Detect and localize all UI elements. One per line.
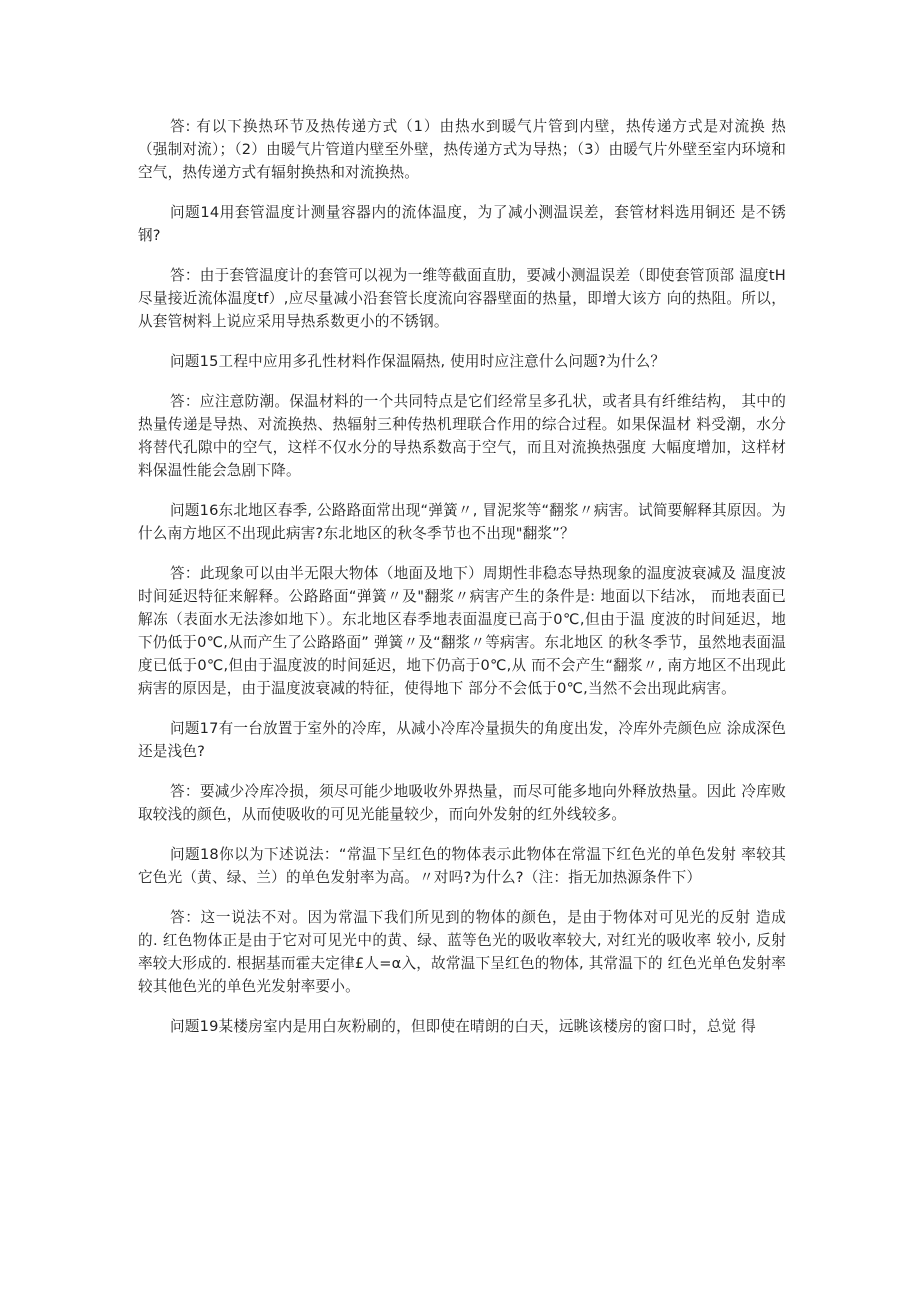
answer-paragraph-15: 答：应注意防潮。保温材料的一个共同特点是它们经常呈多孔状，或者具有纤维结构， 其中的热量传递是导热、对流换热、热辐射三种传热机理联合作用的综合过程。如果保温材 料受潮，水分将替代孔隙中的空气，这样不仅水分的导热系数高于空气，而且对流换热强度 大幅度增加，这样材料保温性能会急剧下降。 [138,393,786,479]
answer-paragraph-13: 答: 有以下换热环节及热传递方式（1）由热水到暖气片管到内壁，热传递方式是对流换 热（强制对流）；（2）由暖气片管道内壁至外壁，热传递方式为导热；（3）由暖气片外壁至室内环境和空气，热传递方式有辐射换热和对流换热。 [138,118,786,181]
answer-paragraph-16: 答：此现象可以由半无限大物体（地面及地下）周期性非稳态导热现象的温度波衰减及 温度波时间延迟特征来解释。公路路面“弹簧〃及"翻浆〃病害产生的条件是: 地面以下结冰， 而地表面已解冻（表面水无法渗如地下）。东北地区春季地表面温度已高于0℃,但由于温 度波的时间延迟，地下仍低于0℃,从而产生了公路路面” 弹簧〃及“翻浆〃等病害。东北地区 的秋冬季节，虽然地表面温度已低于0℃,但由于温度波的时间延迟，地下仍高于0℃,从 而不会产生“翻浆〃, 南方地区不出现此病害的原因是，由于温度波衰减的特征，使得地下 部分不会低于0℃,当然不会出现此病害。 [138,565,786,697]
question-paragraph-14: 问题14用套管温度计测量容器内的流体温度，为了减小测温误差，套管材料选用铜还 是不锈钢? [138,204,786,244]
question-paragraph-15: 问题15工程中应用多孔性材料作保温隔热, 使用时应注意什么问题?为什么？ [170,353,666,370]
question-paragraph-16: 问题16东北地区春季, 公路路面常出现“弹簧〃, 冒泥浆等“翻浆〃病害。试简要解释其原因。为什么南方地区不出现此病害?东北地区的秋冬季节也不出现"翻浆”？ [138,502,787,542]
question-paragraph-18: 问题18你以为下述说法：“常温下呈红色的物体表示此物体在常温下红色光的单色发射 率较其它色光（黄、绿、兰）的单色发射率为高。〃对吗?为什么?（注：指无加热源条件下） [138,846,786,886]
answer-paragraph-17: 答：要减少冷库冷损，须尽可能少地吸收外界热量，而尽可能多地向外释放热量。因此 冷库败取较浅的颜色，从而使吸收的可见光能量较少，而向外发射的红外线较多。 [138,783,786,823]
question-paragraph-17: 问题17有一台放置于室外的冷库，从减小冷库冷量损失的角度出发，冷库外壳颜色应 涂成深色还是浅色? [138,720,786,760]
answer-paragraph-18: 答：这一说法不对。因为常温下我们所见到的物体的颜色，是由于物体对可见光的反射 造成的. 红色物体正是由于它对可见光中的黄、绿、蓝等色光的吸收率较大, 对红光的吸收率 较小, 反射率较大形成的. 根据基而霍夫定律£人=α入，故常温下呈红色的物体, 其常温下的 红色光单色发射率较其他色光的单色光发射率要小。 [138,909,786,995]
document-page [138,115,786,1055]
question-paragraph-19: 问题19某楼房室内是用白灰粉刷的，但即使在晴朗的白天，远眺该楼房的窗口时，总觉 得 [170,1018,756,1035]
answer-paragraph-14: 答：由于套管温度计的套管可以视为一维等截面直肋，要减小测温误差（即使套管顶部 温度tH尽量接近流体温度tf）,应尽量减小沿套管长度流向容器壁面的热量，即增大该方 向的热阻。所以，从套管树料上说应采用导热系数更小的不锈钢。 [138,267,786,330]
